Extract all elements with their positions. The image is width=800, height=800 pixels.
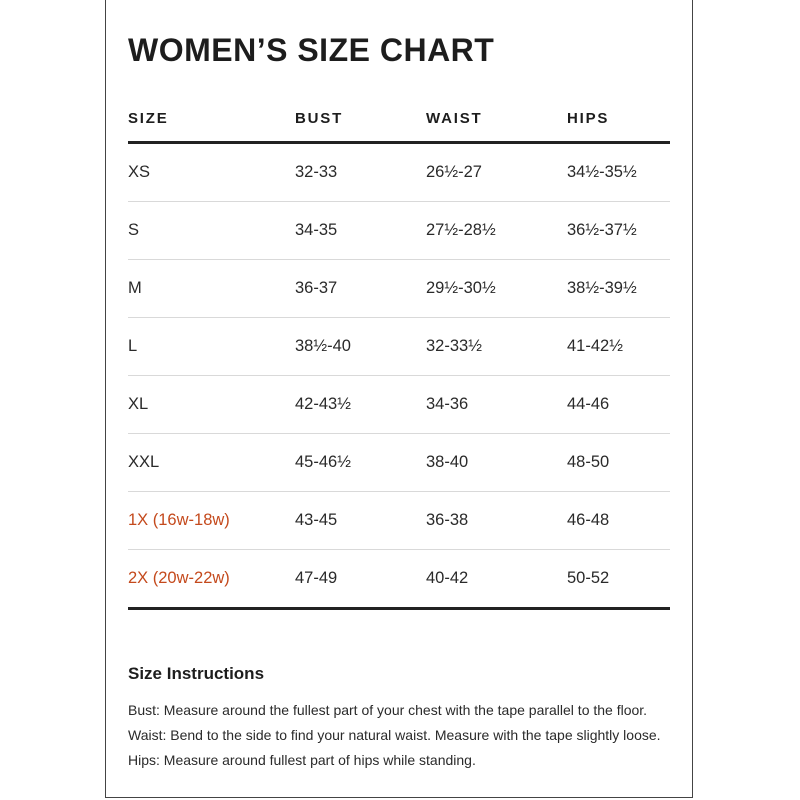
column-header-hips: HIPS (567, 110, 610, 127)
waist-cell: 40-42 (426, 569, 469, 587)
table-row (128, 260, 670, 318)
hips-cell: 50-52 (567, 569, 610, 587)
waist-cell: 29½-30½ (426, 279, 496, 297)
waist-cell: 32-33½ (426, 337, 482, 355)
instructions-heading: Size Instructions (128, 664, 265, 683)
hips-cell: 46-48 (567, 511, 610, 529)
waist-cell: 34-36 (426, 395, 469, 413)
waist-cell: 38-40 (426, 453, 469, 471)
bust-cell: 42-43½ (295, 395, 351, 413)
bust-cell: 38½-40 (295, 337, 351, 355)
table-header-row (128, 96, 670, 144)
table-row (128, 318, 670, 376)
size-cell: S (128, 221, 140, 239)
hips-cell: 34½-35½ (567, 163, 637, 181)
column-header-size: SIZE (128, 110, 169, 127)
size-cell: XL (128, 395, 149, 413)
instruction-hips: Hips: Measure around fullest part of hips while standing. (128, 752, 476, 768)
size-cell: L (128, 337, 138, 355)
hips-cell: 48-50 (567, 453, 610, 471)
table-row (128, 144, 670, 202)
table-row (128, 376, 670, 434)
table-row (128, 492, 670, 550)
bust-cell: 45-46½ (295, 453, 351, 471)
instruction-bust: Bust: Measure around the fullest part of your chest with the tape parallel to the floor. (128, 702, 648, 718)
waist-cell: 26½-27 (426, 163, 482, 181)
size-cell-plus: 1X (16w-18w) (128, 511, 230, 529)
hips-cell: 36½-37½ (567, 221, 637, 239)
hips-cell: 41-42½ (567, 337, 623, 355)
bust-cell: 36-37 (295, 279, 338, 297)
bust-cell: 43-45 (295, 511, 338, 529)
page-title: WOMEN’S SIZE CHART (128, 32, 495, 68)
hips-cell: 38½-39½ (567, 279, 637, 297)
bust-cell: 34-35 (295, 221, 338, 239)
waist-cell: 36-38 (426, 511, 469, 529)
size-cell: XS (128, 163, 151, 181)
size-cell-plus: 2X (20w-22w) (128, 569, 230, 587)
hips-cell: 44-46 (567, 395, 610, 413)
bust-cell: 32-33 (295, 163, 338, 181)
size-cell: XXL (128, 453, 160, 471)
table-row (128, 202, 670, 260)
size-instructions (128, 662, 683, 773)
size-cell: M (128, 279, 142, 297)
table-row (128, 434, 670, 492)
table-row (128, 550, 670, 610)
column-header-waist: WAIST (426, 110, 483, 127)
size-chart-table (128, 96, 670, 610)
waist-cell: 27½-28½ (426, 221, 496, 239)
column-header-bust: BUST (295, 110, 344, 127)
instruction-waist: Waist: Bend to the side to find your natural waist. Measure with the tape slightly loose. (128, 727, 661, 743)
bust-cell: 47-49 (295, 569, 338, 587)
